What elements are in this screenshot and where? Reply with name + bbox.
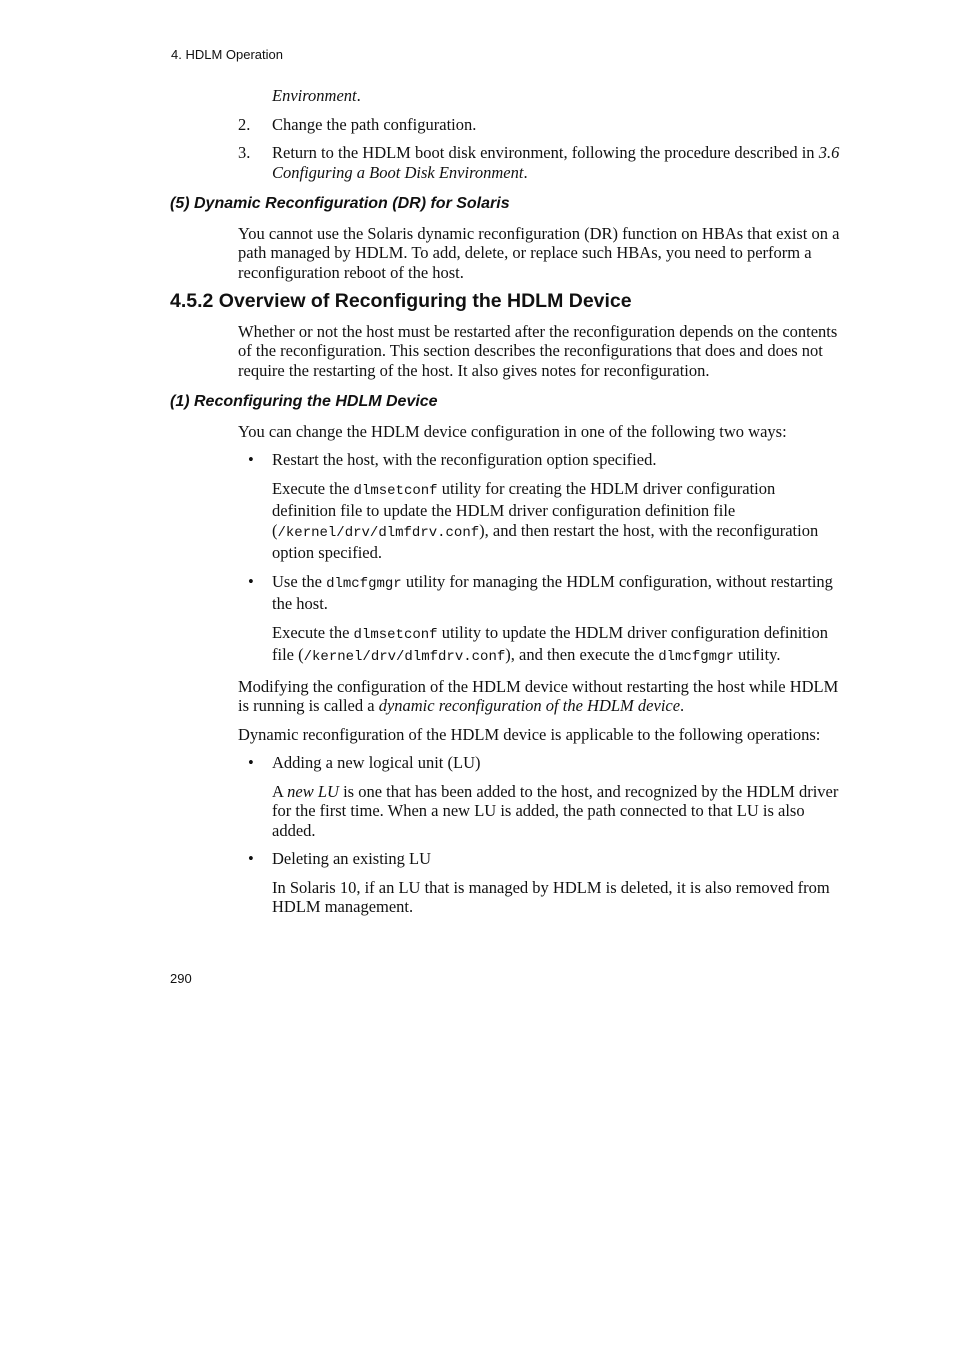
bullet-delete-lu: • Deleting an existing LU — [248, 849, 432, 868]
bullet-add-lu: • Adding a new logical unit (LU) — [248, 753, 481, 772]
bullet-icon: • — [248, 450, 254, 469]
bullet-detail-restart: Execute the dlmsetconf utility for creating the HDLM driver configuration definition file to update the HDLM driver configuration definition file (/kernel/drv/dlmfdrv.conf), and then restart the host, with the reconfiguration option specified. — [272, 478, 819, 562]
continued-text: Environment. — [272, 86, 361, 105]
page-content — [0, 86, 954, 926]
paragraph-overview: Whether or not the host must be restarted after the reconfiguration depends on the contents of the reconfiguration. This section describes the reconfigurations that does and does not require the restarting of the host. It also gives notes for reconfiguration. — [238, 321, 838, 380]
bullet-icon: • — [248, 753, 254, 772]
cross-reference: 3.6 Configuring a Boot Disk Environment — [272, 143, 840, 182]
paragraph-applicable-operations: Dynamic reconfiguration of the HDLM device is applicable to the following operations: — [238, 724, 821, 744]
bullet-icon: • — [248, 571, 254, 591]
step-2 — [238, 115, 840, 135]
section-heading-dr: (5) Dynamic Reconfiguration (DR) for Solaris — [170, 195, 510, 212]
bullet-detail-delete-lu: In Solaris 10, if an LU that is managed by HDLM is deleted, it is also removed from HDLM management. — [272, 877, 830, 916]
paragraph-dr: You cannot use the Solaris dynamic reconfiguration (DR) function on HBAs that exist on a path managed by HDLM. To add, delete, or replace such HBAs, you need to perform a reconfiguration reboot of the host. — [238, 223, 840, 282]
section-heading-reconfiguring: (1) Reconfiguring the HDLM Device — [170, 393, 438, 410]
code-dlmcfgmgr: dlmcfgmgr — [326, 575, 402, 592]
bullet-restart-host: • Restart the host, with the reconfiguration option specified. — [248, 450, 657, 469]
step-number: 2. — [238, 114, 251, 134]
code-conf-path: /kernel/drv/dlmfdrv.conf — [303, 649, 506, 665]
step-3: 3. Return to the HDLM boot disk environment, following the procedure described in 3.6 Configuring a Boot Disk Environment. — [238, 143, 840, 182]
section-heading-4-5-2: 4.5.2 Overview of Reconfiguring the HDLM Device — [170, 290, 632, 312]
bullet-detail-dlmcfgmgr: Execute the dlmsetconf utility to update the HDLM driver configuration definition file (/kernel/drv/dlmfdrv.conf), and then execute the dlmcfgmgr utility. — [272, 622, 828, 665]
page-number: 290 — [170, 971, 192, 986]
step-number: 3. — [238, 143, 251, 162]
environment-term: Environment — [272, 86, 357, 105]
code-conf-path: /kernel/drv/dlmfdrv.conf — [277, 524, 480, 541]
paragraph-dynamic-reconfig-definition: Modifying the configuration of the HDLM device without restarting the host while HDLM is running is called a dynamic reconfiguration of the HDLM device. — [238, 676, 839, 715]
bullet-icon: • — [248, 849, 254, 868]
step-text: Change the path configuration. — [272, 114, 477, 134]
running-header: 4. HDLM Operation — [171, 47, 283, 62]
paragraph-ways-intro: You can change the HDLM device configuration in one of the following two ways: — [238, 421, 787, 441]
bullet-dlmcfgmgr: • Use the dlmcfgmgr utility for managing the HDLM configuration, without restarting the host. — [248, 571, 833, 613]
code-dlmcfgmgr: dlmcfgmgr — [658, 649, 734, 665]
code-dlmsetconf: dlmsetconf — [353, 482, 438, 499]
code-dlmsetconf: dlmsetconf — [353, 626, 438, 643]
bullet-detail-add-lu: A new LU is one that has been added to the host, and recognized by the HDLM driver for the first time. When a new LU is added, the path connected to that LU is also added. — [272, 781, 839, 840]
defined-term: dynamic reconfiguration of the HDLM device — [378, 696, 681, 715]
defined-term: new LU — [287, 781, 339, 801]
